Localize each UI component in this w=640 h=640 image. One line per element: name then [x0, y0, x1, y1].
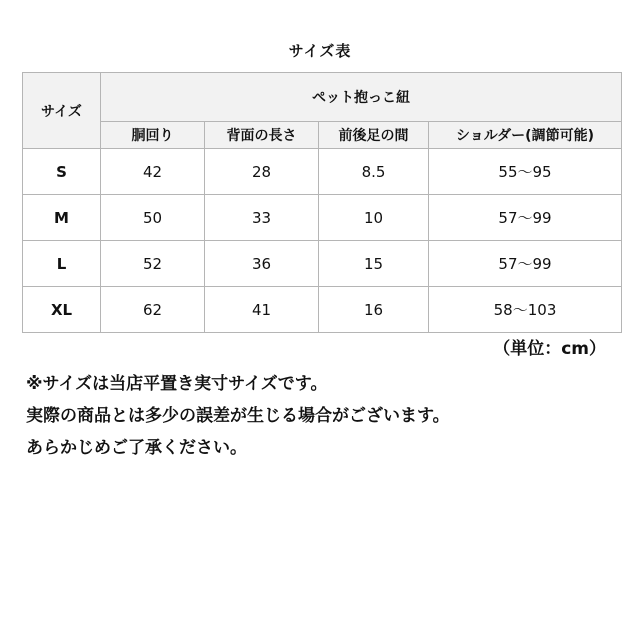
table-cell: 8.5: [319, 149, 429, 195]
size-table: [22, 72, 622, 333]
notes-block: [26, 368, 626, 464]
note-line: 実際の商品とは多少の誤差が生じる場合がございます。: [26, 406, 450, 426]
note-line: ※サイズは当店平置き実寸サイズです。: [26, 374, 328, 394]
unit-note: （単位：cm）: [493, 339, 606, 359]
table-cell: 62: [101, 287, 205, 333]
size-label: XL: [23, 287, 101, 333]
table-cell: 52: [101, 241, 205, 287]
table-cell: 28: [205, 149, 319, 195]
table-cell: 16: [319, 287, 429, 333]
table-cell: 50: [101, 195, 205, 241]
table-row: [23, 149, 622, 195]
size-label: L: [23, 241, 101, 287]
table-cell: 42: [101, 149, 205, 195]
column-header-back-length: 背面の長さ: [205, 122, 319, 149]
table-cell: 58～103: [429, 287, 622, 333]
column-header-waist: 胴回り: [101, 122, 205, 149]
page-title: サイズ表: [288, 42, 352, 60]
table-cell: 33: [205, 195, 319, 241]
table-cell: 15: [319, 241, 429, 287]
column-header-shoulder: ショルダー(調節可能): [429, 122, 622, 149]
table-row: [23, 287, 622, 333]
table-cell: 10: [319, 195, 429, 241]
size-label: M: [23, 195, 101, 241]
table-cell: 57～99: [429, 195, 622, 241]
size-column-header: サイズ: [23, 73, 101, 149]
table-cell: 41: [205, 287, 319, 333]
table-row: [23, 195, 622, 241]
table-cell: 57～99: [429, 241, 622, 287]
table-row: [23, 241, 622, 287]
table-cell: 55～95: [429, 149, 622, 195]
size-label: S: [23, 149, 101, 195]
note-line: あらかじめご了承ください。: [26, 438, 247, 458]
table-cell: 36: [205, 241, 319, 287]
column-header-leg-gap: 前後足の間: [319, 122, 429, 149]
product-group-header: ペット抱っこ紐: [101, 73, 622, 122]
